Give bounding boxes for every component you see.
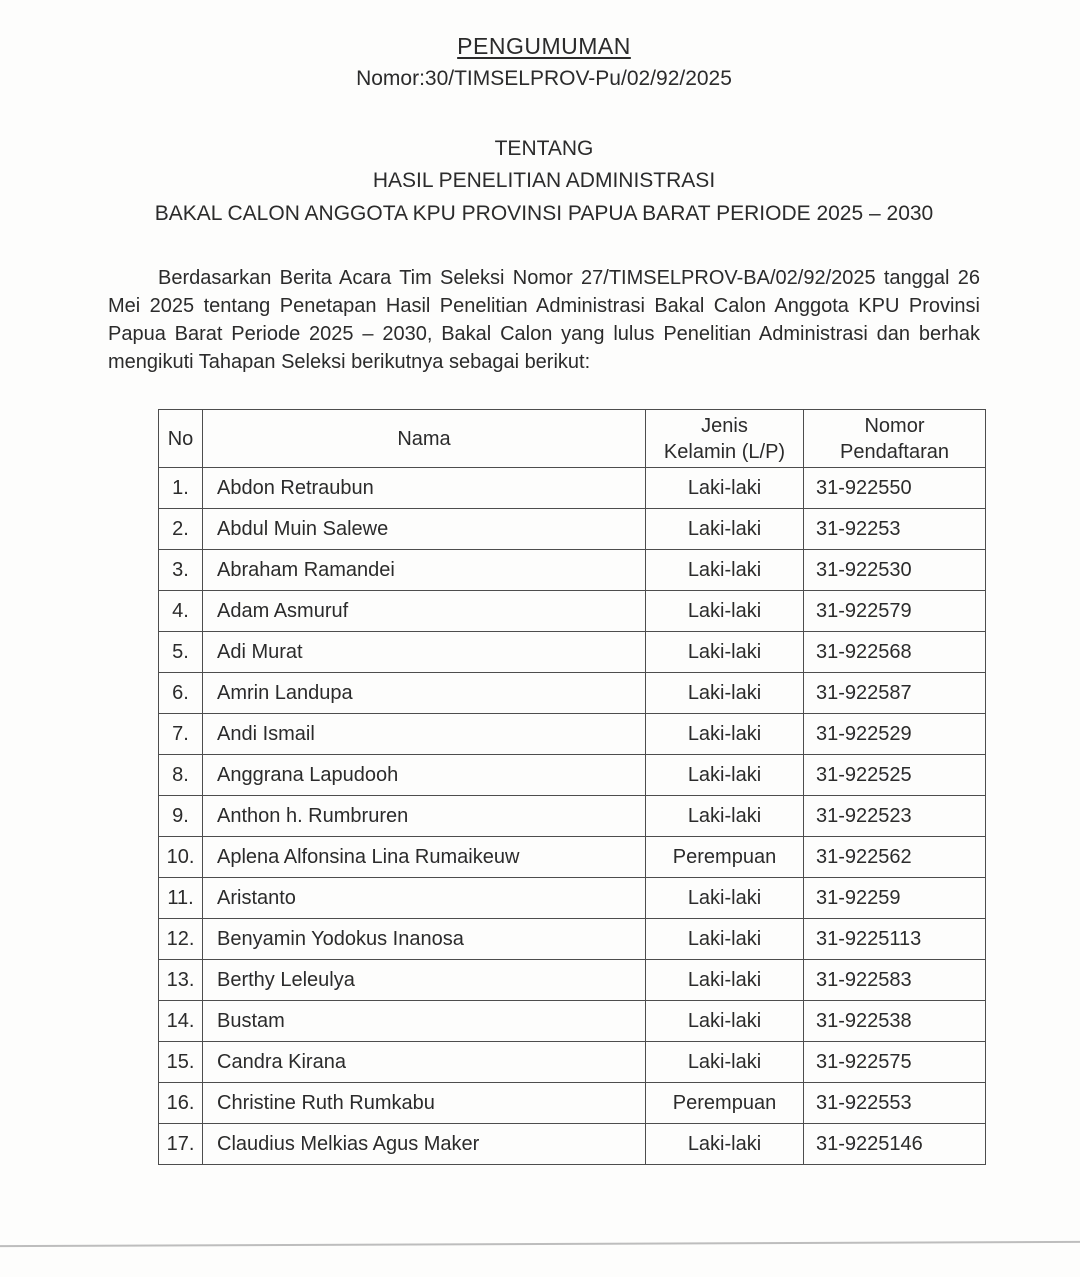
registration-number-cell: 31-922579 [804,591,986,632]
registration-number-cell: 31-922568 [804,632,986,673]
gender-cell: Laki-laki [646,796,804,837]
gender-cell: Laki-laki [646,714,804,755]
candidate-name-cell: Benyamin Yodokus Inanosa [203,919,646,960]
document-title: PENGUMUMAN [457,33,631,59]
registration-number-cell: 31-922587 [804,673,986,714]
registration-number-cell: 31-92259 [804,878,986,919]
scan-artifact-line [0,1241,1080,1247]
gender-cell: Laki-laki [646,960,804,1001]
candidate-name-cell: Andi Ismail [203,714,646,755]
row-number-cell: 9. [159,796,203,837]
registration-number-cell: 31-922529 [804,714,986,755]
candidate-name-cell: Bustam [203,1001,646,1042]
column-header-no: No [159,410,203,468]
table-row [159,1042,986,1083]
row-number-cell: 16. [159,1083,203,1124]
candidate-name-cell: Adi Murat [203,632,646,673]
column-header-jenis-kelamin: Jenis Kelamin (L/P) [646,410,804,468]
table-row [159,796,986,837]
row-number-cell: 7. [159,714,203,755]
table-row [159,550,986,591]
row-number-cell: 12. [159,919,203,960]
gender-cell: Laki-laki [646,509,804,550]
row-number-cell: 3. [159,550,203,591]
row-number-cell: 15. [159,1042,203,1083]
gender-cell: Laki-laki [646,878,804,919]
document-number: Nomor:30/TIMSELPROV-Pu/02/92/2025 [356,67,732,90]
gender-cell: Laki-laki [646,673,804,714]
gender-cell: Laki-laki [646,468,804,509]
row-number-cell: 11. [159,878,203,919]
table-row [159,837,986,878]
gender-cell: Laki-laki [646,1001,804,1042]
table-row [159,468,986,509]
registration-number-cell: 31-922538 [804,1001,986,1042]
gender-cell: Laki-laki [646,550,804,591]
registration-number-cell: 31-922530 [804,550,986,591]
row-number-cell: 6. [159,673,203,714]
row-number-cell: 8. [159,755,203,796]
candidates-table-body [159,468,986,1165]
candidate-name-cell: Anggrana Lapudooh [203,755,646,796]
document-subtitle-line2: BAKAL CALON ANGGOTA KPU PROVINSI PAPUA BARAT PERIODE 2025 – 2030 [154,202,934,225]
document-subtitle-line1: HASIL PENELITIAN ADMINISTRASI [372,169,716,192]
row-number-cell: 5. [159,632,203,673]
gender-cell: Laki-laki [646,1042,804,1083]
table-row [159,714,986,755]
candidate-name-cell: Adam Asmuruf [203,591,646,632]
gender-cell: Laki-laki [646,755,804,796]
registration-number-cell: 31-92253 [804,509,986,550]
registration-number-cell: 31-922575 [804,1042,986,1083]
table-row [159,1001,986,1042]
registration-number-cell: 31-922583 [804,960,986,1001]
table-row [159,509,986,550]
table-row [159,1083,986,1124]
gender-cell: Laki-laki [646,919,804,960]
registration-number-cell: 31-922525 [804,755,986,796]
table-row [159,632,986,673]
candidate-name-cell: Abdul Muin Salewe [203,509,646,550]
table-row [159,755,986,796]
candidate-name-cell: Aplena Alfonsina Lina Rumaikeuw [203,837,646,878]
registration-number-cell: 31-922562 [804,837,986,878]
gender-cell: Laki-laki [646,591,804,632]
row-number-cell: 10. [159,837,203,878]
candidate-name-cell: Anthon h. Rumbruren [203,796,646,837]
column-header-nama: Nama [203,410,646,468]
table-row [159,960,986,1001]
registration-number-cell: 31-9225113 [804,919,986,960]
row-number-cell: 13. [159,960,203,1001]
candidate-name-cell: Claudius Melkias Agus Maker [203,1124,646,1165]
row-number-cell: 2. [159,509,203,550]
gender-cell: Laki-laki [646,1124,804,1165]
candidates-table-header [159,410,986,468]
body-paragraph: Berdasarkan Berita Acara Tim Seleksi Nomor 27/TIMSELPROV-BA/02/92/2025 tanggal 26 Mei 2025 tentang Penetapan Hasil Penelitian Administrasi Bakal Calon Anggota KPU Provinsi Papua Barat Periode 2025 – 2030, Bakal Calon yang lulus Penelitian Administrasi dan berhak mengikuti Tahapan Seleksi berikutnya sebagai berikut: [108,267,980,373]
candidate-name-cell: Abdon Retraubun [203,468,646,509]
candidate-name-cell: Aristanto [203,878,646,919]
document-header [108,0,980,226]
candidates-table [158,409,986,1165]
candidate-name-cell: Candra Kirana [203,1042,646,1083]
candidate-name-cell: Berthy Leleulya [203,960,646,1001]
row-number-cell: 17. [159,1124,203,1165]
registration-number-cell: 31-922553 [804,1083,986,1124]
row-number-cell: 4. [159,591,203,632]
gender-cell: Perempuan [646,837,804,878]
candidate-name-cell: Abraham Ramandei [203,550,646,591]
candidate-name-cell: Amrin Landupa [203,673,646,714]
row-number-cell: 14. [159,1001,203,1042]
gender-cell: Perempuan [646,1083,804,1124]
registration-number-cell: 31-922550 [804,468,986,509]
registration-number-cell: 31-922523 [804,796,986,837]
registration-number-cell: 31-9225146 [804,1124,986,1165]
table-row [159,878,986,919]
column-header-nomor-pendaftaran: Nomor Pendaftaran [804,410,986,468]
candidate-name-cell: Christine Ruth Rumkabu [203,1083,646,1124]
header-row [159,410,986,468]
table-row [159,919,986,960]
table-row [159,673,986,714]
row-number-cell: 1. [159,468,203,509]
about-label: TENTANG [494,137,594,160]
table-row [159,591,986,632]
gender-cell: Laki-laki [646,632,804,673]
table-row [159,1124,986,1165]
